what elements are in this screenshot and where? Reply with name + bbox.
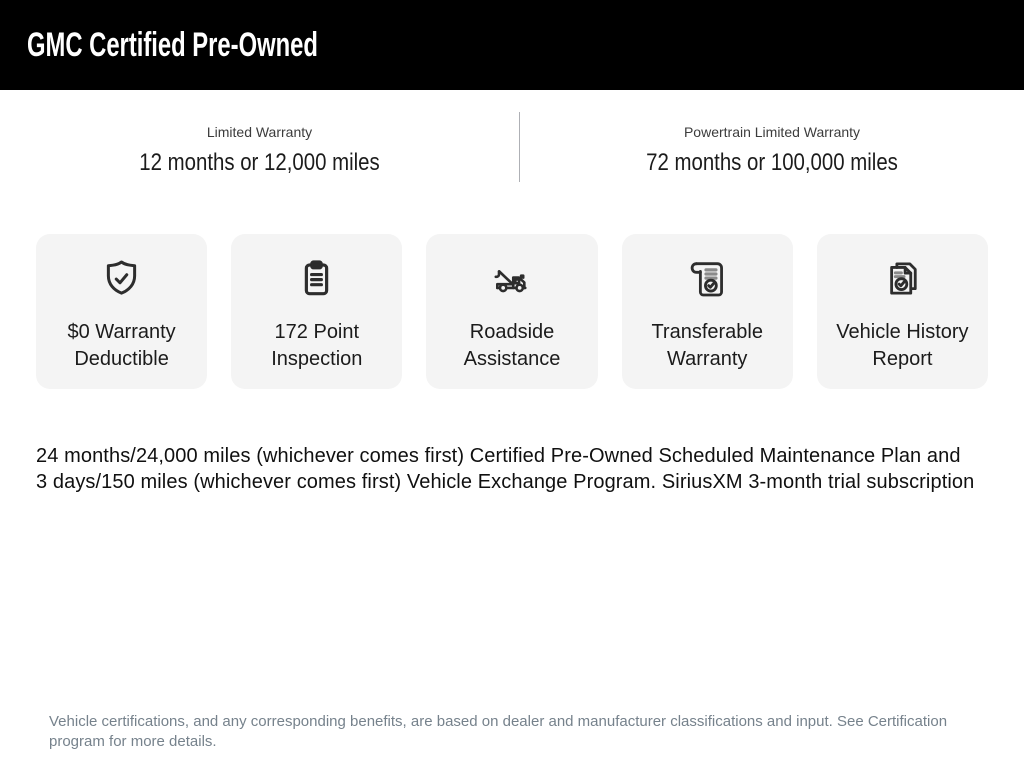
description-line-2: 3 days/150 miles (whichever comes first) Vehicle Exchange Program. SiriusXM 3-month trial subscription — [36, 471, 975, 493]
benefit-card-label: 172 Point Inspection — [271, 321, 363, 370]
powertrain-warranty-value: 72 months or 100,000 miles — [646, 149, 898, 176]
clipboard-checklist-icon — [294, 256, 339, 301]
benefit-card-transferable-warranty — [622, 234, 793, 389]
powertrain-warranty-summary — [520, 124, 1024, 176]
page-title: GMC Certified Pre-Owned — [27, 25, 318, 64]
description-line-1: 24 months/24,000 miles (whichever comes first) Certified Pre-Owned Scheduled Maintenance Plan and — [36, 445, 961, 467]
disclaimer-line-2: program for more details. — [49, 732, 217, 750]
maintenance-plan-description — [36, 443, 996, 495]
limited-warranty-summary — [0, 124, 519, 176]
benefit-card-point-inspection — [231, 234, 402, 389]
shield-check-icon — [99, 256, 144, 301]
tow-truck-icon — [490, 256, 535, 301]
benefit-card-roadside-assistance — [426, 234, 597, 389]
report-pages-check-icon — [880, 256, 925, 301]
benefit-cards-row — [36, 234, 988, 389]
benefit-card-label: $0 Warranty Deductible — [67, 321, 176, 370]
limited-warranty-label: Limited Warranty — [206, 124, 313, 140]
benefit-card-label: Vehicle History Report — [836, 321, 969, 370]
benefit-card-warranty-deductible — [36, 234, 207, 389]
limited-warranty-value: 12 months or 12,000 miles — [139, 149, 380, 176]
benefit-card-label: Roadside Assistance — [463, 321, 561, 370]
disclaimer-line-1: Vehicle certifications, and any corresponding benefits, are based on dealer and manufacturer classifications and input. See Certification — [49, 713, 948, 730]
benefit-card-label: Transferable Warranty — [651, 321, 763, 370]
header-bar — [0, 0, 1024, 90]
certification-disclaimer — [49, 712, 999, 751]
warranty-document-check-icon — [685, 256, 730, 301]
powertrain-warranty-label: Powertrain Limited Warranty — [683, 124, 861, 140]
benefit-card-vehicle-history — [817, 234, 988, 389]
